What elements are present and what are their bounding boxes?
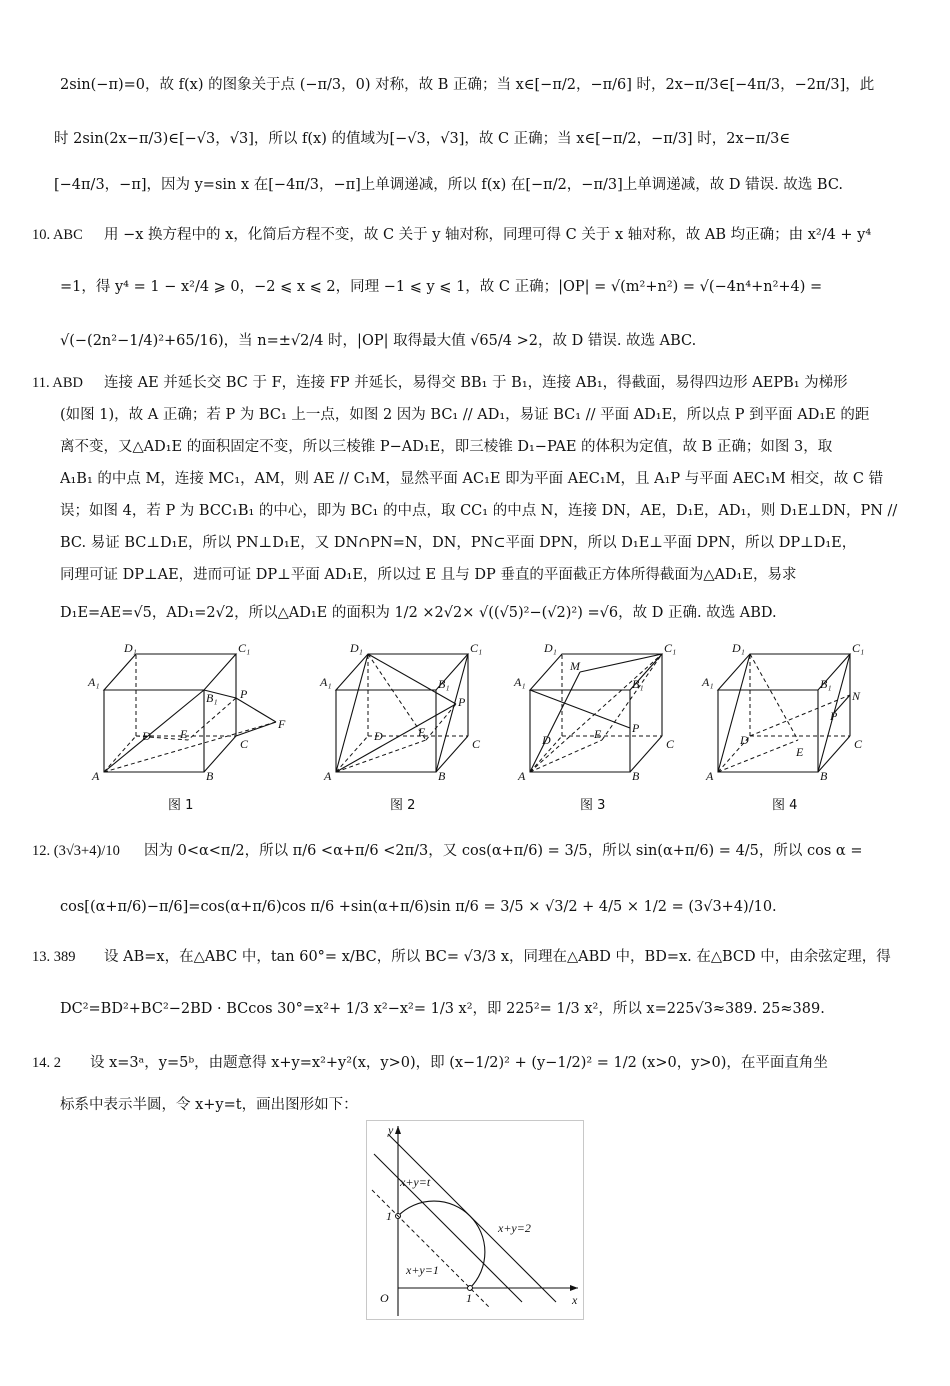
- q11-answer: 11. ABD: [32, 375, 84, 391]
- svg-text:C: C: [472, 737, 481, 751]
- semicircle-graph: [366, 1120, 584, 1320]
- figure-3-caption: 图 3: [580, 798, 606, 813]
- svg-text:E: E: [418, 725, 426, 739]
- q10-answer: 10. ABC: [32, 227, 83, 243]
- figure-2-cube: [318, 640, 498, 785]
- svg-text:E: E: [180, 727, 188, 741]
- figure-1-caption: 图 1: [168, 798, 194, 813]
- svg-text:P: P: [240, 687, 248, 701]
- figure-4-cube: [700, 640, 880, 785]
- q12-line-1: 因为 0<α<π/2，所以 π/6 <α+π/6 <2π/3，又 cos(α+π/6) = 3/5，所以 sin(α+π/6) = 4/5，所以 cos α =: [144, 843, 863, 859]
- svg-text:D: D: [142, 729, 151, 743]
- svg-text:D₁: D₁: [124, 641, 137, 655]
- x-one-label: 1: [466, 1291, 472, 1305]
- svg-text:A₁: A₁: [320, 675, 332, 689]
- q14-line-1: 设 x=3ᵃ，y=5ᵇ，由题意得 x+y=x²+y²(x，y>0)，即 (x−1/2)² + (y−1/2)² = 1/2 (x>0，y>0)，在平面直角坐: [90, 1055, 828, 1071]
- svg-text:E: E: [594, 727, 602, 741]
- q11-line-3: 离不变，又△AD₁E 的面积固定不变，所以三棱锥 P−AD₁E，即三棱锥 D₁−PAE 的体积为定值，故 B 正确；如图 3，取: [60, 439, 833, 455]
- q11-line-6: BC. 易证 BC⊥D₁E，所以 PN⊥D₁E，又 DN∩PN=N，DN，PN⊂平面 DPN，所以 D₁E⊥平面 DPN，所以 DP⊥D₁E，: [60, 535, 857, 551]
- svg-text:B₁: B₁: [632, 677, 644, 691]
- svg-text:A: A: [706, 769, 714, 783]
- q12-answer: 12. (3√3+4)/10: [32, 843, 120, 859]
- y-one-label: 1: [386, 1209, 392, 1223]
- svg-text:P: P: [830, 709, 838, 723]
- svg-text:B: B: [820, 769, 828, 783]
- y-label: y: [388, 1123, 394, 1137]
- q9-line-2: 时 2sin(2x−π/3)∈[−√3，√3]，所以 f(x) 的值域为[−√3，√3]，故 C 正确；当 x∈[−π/2，−π/3] 时，2x−π/3∈: [54, 131, 791, 147]
- q14-answer: 14. 2: [32, 1055, 61, 1071]
- q11-line-2: (如图 1)，故 A 正确；若 P 为 BC₁ 上一点，如图 2 因为 BC₁ // AD₁，易证 BC₁ // 平面 AD₁E，所以点 P 到平面 AD₁E 的距: [60, 407, 870, 423]
- svg-text:C₁: C₁: [470, 641, 483, 655]
- q10-line-1: 用 −x 换方程中的 x，化简后方程不变，故 C 关于 y 轴对称，同理可得 C 关于 x 轴对称，故 AB 均正确；由 x²/4 + y⁴: [104, 227, 872, 243]
- q14-line-2: 标系中表示半圆，令 x+y=t，画出图形如下：: [60, 1097, 358, 1113]
- label-x-plus-y-2: x+y=2: [498, 1221, 531, 1235]
- q11-line-5: 误；如图 4，若 P 为 BCC₁B₁ 的中心，即为 BC₁ 的中点，取 CC₁ 的中点 N，连接 DN，AE，D₁E，AD₁，则 D₁E⊥DN，PN //: [60, 503, 898, 519]
- q13-line-1: 设 AB=x，在△ABC 中，tan 60°= x/BC，所以 BC= √3/3 x，同理在△ABD 中，BD=x. 在△BCD 中，由余弦定理，得: [104, 949, 891, 965]
- svg-text:B: B: [206, 769, 214, 783]
- q10-line-3: √(−(2n²−1/4)²+65/16)，当 n=±√2/4 时，|OP| 取得最大值 √65/4 >2，故 D 错误. 故选 ABC.: [60, 333, 697, 349]
- q13-answer: 13. 389: [32, 949, 76, 965]
- figure-4-caption: 图 4: [772, 798, 798, 813]
- svg-text:A: A: [518, 769, 526, 783]
- svg-text:C: C: [240, 737, 249, 751]
- svg-text:N: N: [852, 689, 861, 703]
- q11-line-7: 同理可证 DP⊥AE，进而可证 DP⊥平面 AD₁E，所以过 E 且与 DP 垂直的平面截正方体所得截面为△AD₁E，易求: [60, 567, 797, 583]
- svg-text:C₁: C₁: [852, 641, 865, 655]
- svg-text:P: P: [458, 695, 466, 709]
- svg-text:C₁: C₁: [664, 641, 677, 655]
- svg-text:C₁: C₁: [238, 641, 251, 655]
- q11-line-1: 连接 AE 并延长交 BC 于 F，连接 FP 并延长，易得交 BB₁ 于 B₁，连接 AB₁，得截面，易得四边形 AEPB₁ 为梯形: [104, 375, 848, 391]
- q12-line-2: cos[(α+π/6)−π/6]=cos(α+π/6)cos π/6 +sin(α+π/6)sin π/6 = 3/5 × √3/2 + 4/5 × 1/2 = (3√3+4)/10.: [60, 899, 777, 915]
- svg-text:A: A: [92, 769, 100, 783]
- svg-text:A: A: [324, 769, 332, 783]
- svg-text:M: M: [570, 659, 580, 673]
- svg-text:D₁: D₁: [350, 641, 363, 655]
- svg-text:C: C: [666, 737, 675, 751]
- svg-text:D₁: D₁: [544, 641, 557, 655]
- figure-3-cube: [512, 640, 692, 785]
- svg-text:B₁: B₁: [820, 677, 832, 691]
- svg-text:A₁: A₁: [514, 675, 526, 689]
- svg-text:D: D: [542, 733, 551, 747]
- svg-text:D: D: [740, 733, 749, 747]
- q11-line-4: A₁B₁ 的中点 M，连接 MC₁，AM，则 AE // C₁M，显然平面 AC₁E 即为平面 AEC₁M，且 A₁P 与平面 AEC₁M 相交，故 C 错: [60, 471, 884, 487]
- svg-text:B: B: [632, 769, 640, 783]
- svg-text:F: F: [278, 717, 286, 731]
- x-label: x: [572, 1293, 578, 1307]
- origin-label: O: [380, 1291, 389, 1305]
- svg-text:P: P: [632, 721, 640, 735]
- q9-line-3: [−4π/3，−π]，因为 y=sin x 在[−4π/3，−π]上单调递减，所以 f(x) 在[−π/2，−π/3]上单调递减，故 D 错误. 故选 BC.: [54, 177, 844, 193]
- svg-text:D₁: D₁: [732, 641, 745, 655]
- q10-line-2: =1，得 y⁴ = 1 − x²/4 ⩾ 0，−2 ⩽ x ⩽ 2，同理 −1 ⩽ y ⩽ 1，故 C 正确；|OP| = √(m²+n²) = √(−4n⁴+n²+4) =: [60, 279, 823, 295]
- svg-text:A₁: A₁: [702, 675, 714, 689]
- line-x-plus-y-1: [372, 1190, 490, 1308]
- svg-text:A₁: A₁: [88, 675, 100, 689]
- figure-2-caption: 图 2: [390, 798, 416, 813]
- svg-text:B₁: B₁: [438, 677, 450, 691]
- svg-text:E: E: [796, 745, 804, 759]
- svg-text:D: D: [374, 729, 383, 743]
- q13-line-2: DC²=BD²+BC²−2BD · BCcos 30°=x²+ 1/3 x²−x²= 1/3 x²，即 225²= 1/3 x²，所以 x=225√3≈389. 25≈389.: [60, 1001, 825, 1017]
- label-x-plus-y-1: x+y=1: [406, 1263, 439, 1277]
- svg-text:C: C: [854, 737, 863, 751]
- label-x-plus-y-t: x+y=t: [400, 1175, 431, 1189]
- figure-1-cube: [80, 640, 290, 785]
- svg-text:B: B: [438, 769, 446, 783]
- q11-line-8: D₁E=AE=√5，AD₁=2√2，所以△AD₁E 的面积为 1/2 ×2√2× √((√5)²−(√2)²) =√6，故 D 正确. 故选 ABD.: [60, 605, 777, 621]
- svg-text:B₁: B₁: [206, 691, 218, 705]
- q9-line-1: 2sin(−π)=0，故 f(x) 的图象关于点 (−π/3，0) 对称，故 B 正确；当 x∈[−π/2，−π/6] 时，2x−π/3∈[−4π/3，−2π/3]，此: [60, 77, 875, 93]
